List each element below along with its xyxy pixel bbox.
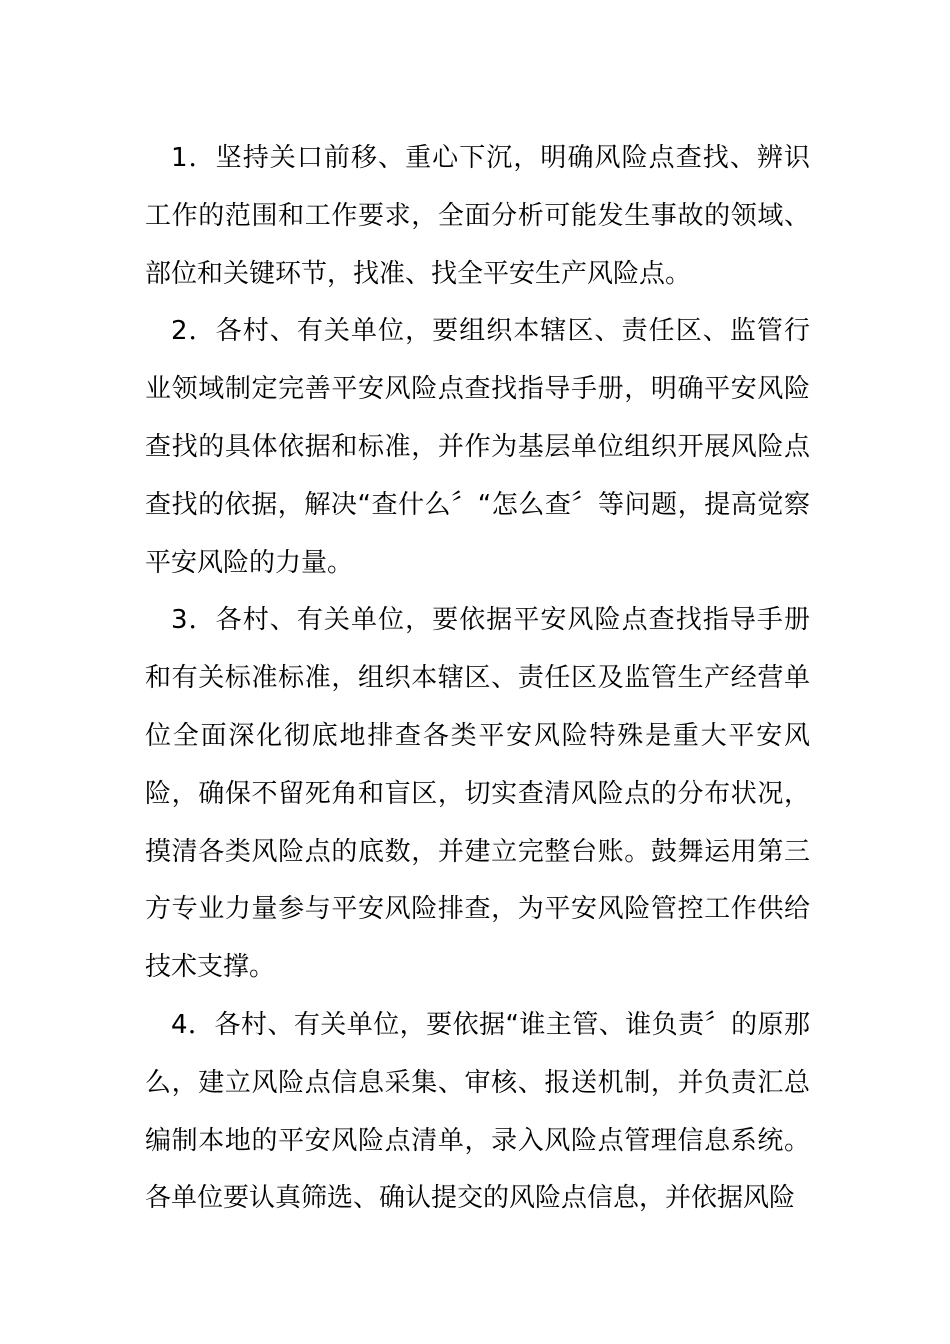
paragraph-2: 2．各村、有关单位，要组织本辖区、责任区、监管行业领域制定完善平安风险点查找指导手册，明确平安风险查找的具体依据和标准，并作为基层单位组织开展风险点查找的依据，解决“查什么〞“怎么查〞等问题，提高觉察平安风险的力量。	[145, 316, 810, 578]
paragraph-1: 1．坚持关口前移、重心下沉，明确风险点查找、辨识工作的范围和工作要求，全面分析可能发生事故的领域、部位和关键环节，找准、找全平安生产风险点。	[145, 143, 810, 289]
paragraph-3: 3．各村、有关单位，要依据平安风险点查找指导手册和有关标准标准，组织本辖区、责任区及监管生产经营单位全面深化彻底地排查各类平安风险特殊是重大平安风险，确保不留死角和盲区，切实查清风险点的分布状况，摸清各类风险点的底数，并建立完整台账。鼓舞运用第三方专业力量参与平安风险排查，为平安风险管控工作供给技术支撑。	[145, 605, 810, 983]
document-body	[145, 130, 810, 1228]
paragraph-4: 4．各村、有关单位，要依据“谁主管、谁负责〞的原那么，建立风险点信息采集、审核、报送机制，并负责汇总编制本地的平安风险点清单，录入风险点管理信息系统。各单位要认真筛选、确认提交的风险点信息，并依据风险	[145, 1009, 810, 1214]
